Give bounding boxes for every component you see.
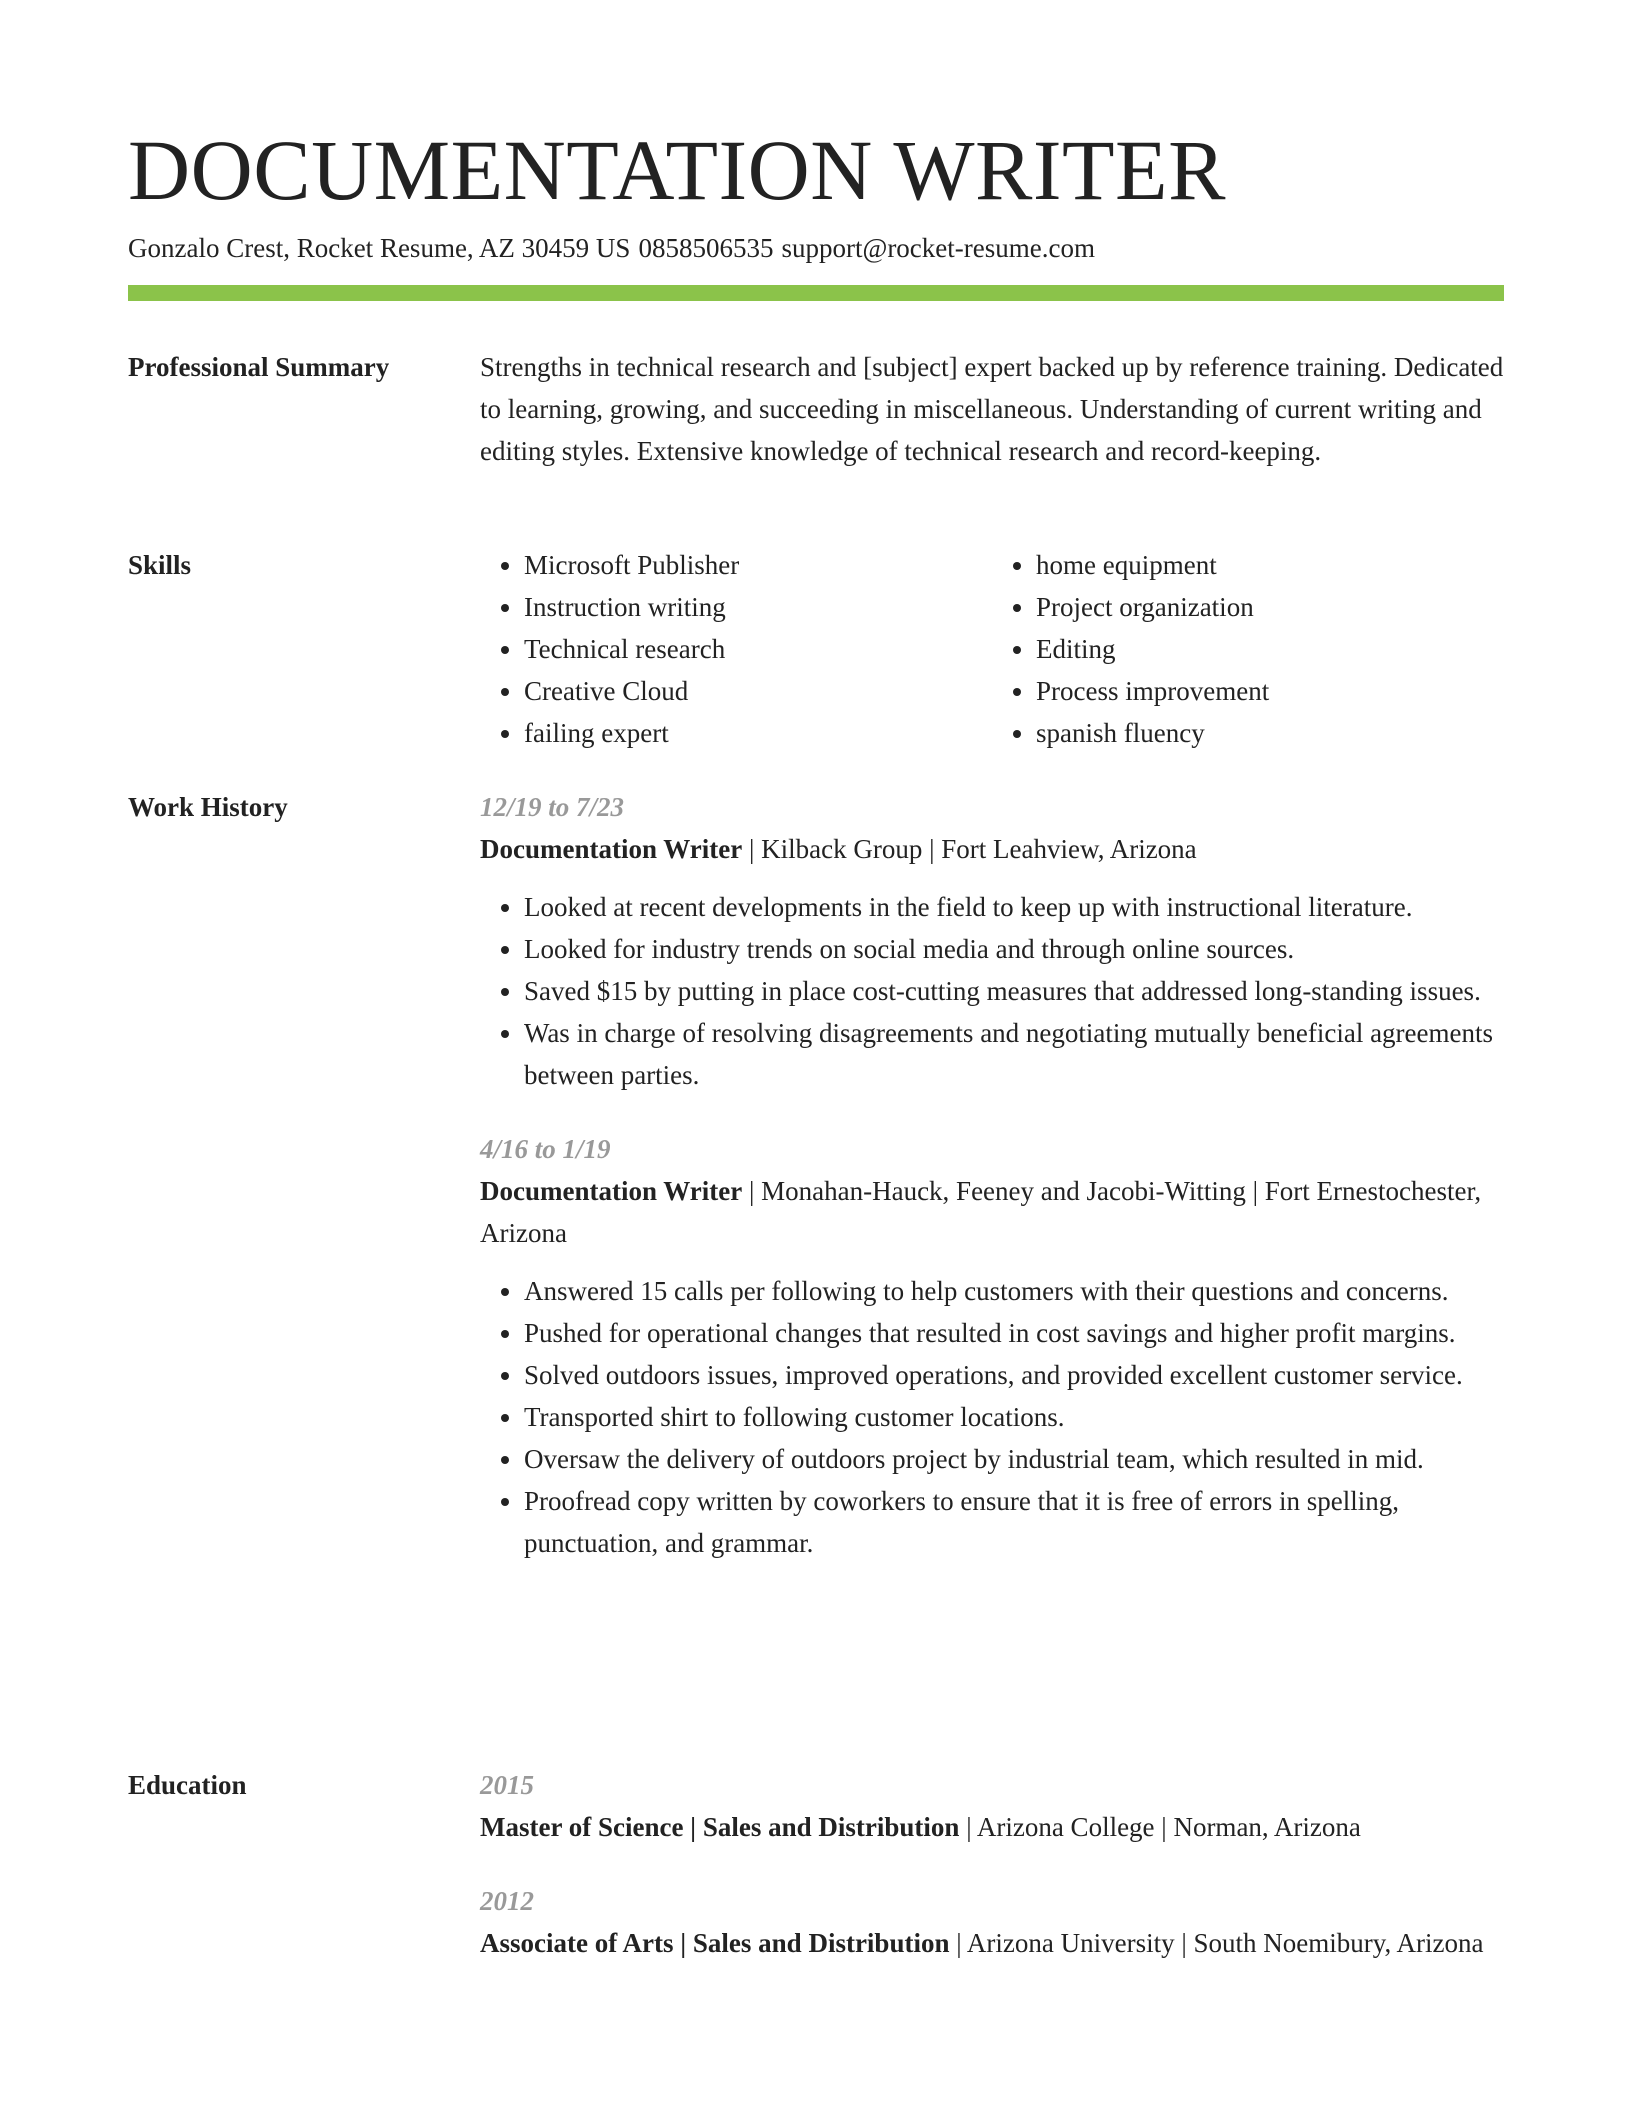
job-bullets [480,1270,1504,1564]
education-entry [480,1764,1504,1848]
job-dates: 12/19 to 7/23 [480,792,625,822]
job-details: | Monahan-Hauck, Feeney and Jacobi-Witting | Fort Ernestochester, Arizona [480,1176,1482,1248]
job-bullet: • Saved $15 by putting in place cost-cutting measures that addressed long-standing issues. [524,970,1504,1012]
education-year: 2015 [480,1770,534,1800]
education-label: Education [128,1770,247,1800]
skills-label: Skills [128,550,192,580]
education-details: | Arizona University | South Noemibury, Arizona [949,1928,1484,1958]
job-dates: 4/16 to 1/19 [480,1134,611,1164]
education-degree: Associate of Arts | Sales and Distribution [480,1928,950,1958]
education-degree: Master of Science | Sales and Distribution [480,1812,960,1842]
education-year: 2012 [480,1886,534,1916]
job-details: | Kilback Group | Fort Leahview, Arizona [742,834,1197,864]
skills-body [480,544,1504,754]
education-heading [480,1806,1504,1848]
job-bullet: • Proofread copy written by coworkers to ensure that it is free of errors in spelling, punctuation, and grammar. [524,1480,1504,1564]
job-bullets [480,886,1504,1096]
skill-item: • Project organization [1036,586,1504,628]
job-bullet: • Looked for industry trends on social media and through online sources. [524,928,1504,970]
skill-item: • Technical research [524,628,992,670]
job-title: Documentation Writer [480,1176,743,1206]
job-bullet: • Was in charge of resolving disagreements and negotiating mutually beneficial agreements between parties. [524,1012,1504,1096]
skill-item: • home equipment [1036,544,1504,586]
job-bullet: • Answered 15 calls per following to help customers with their questions and concerns. [524,1270,1504,1312]
job-heading [480,828,1504,870]
job-title: Documentation Writer [480,834,743,864]
job-bullet: • Looked at recent developments in the field to keep up with instructional literature. [524,886,1504,928]
contact-email: support@rocket-resume.com [781,233,1095,263]
skills-column-1 [480,544,992,754]
work-history-body [480,786,1504,1564]
accent-divider [128,285,1504,301]
job-entry [480,786,1504,1096]
job-entry [480,1128,1504,1564]
contact-phone: 0858506535 [638,233,774,263]
contact-line [128,230,1095,266]
education-heading [480,1922,1504,1964]
skills-column-2 [992,544,1504,754]
skill-item: • spanish fluency [1036,712,1504,754]
summary-label: Professional Summary [128,352,390,382]
job-bullet: • Solved outdoors issues, improved operations, and provided excellent customer service. [524,1354,1504,1396]
education-body [480,1764,1504,1964]
skill-item: • failing expert [524,712,992,754]
summary-body [480,346,1504,472]
skill-item: • Creative Cloud [524,670,992,712]
skill-item: • Microsoft Publisher [524,544,992,586]
work-history-label: Work History [128,792,288,822]
skill-item: • Editing [1036,628,1504,670]
contact-address: Gonzalo Crest, Rocket Resume, AZ 30459 US [128,233,631,263]
education-entry [480,1880,1504,1964]
resume-title: DOCUMENTATION WRITER [128,122,1226,218]
job-bullet: • Pushed for operational changes that resulted in cost savings and higher profit margins. [524,1312,1504,1354]
job-heading [480,1170,1504,1254]
summary-text: Strengths in technical research and [subject] expert backed up by reference training. Dedicated to learning, growing, and succeeding in miscellaneous. Understanding of current writing and editing styles. Extensive knowledge of technical research and record-keeping. [480,352,1504,466]
job-bullet: • Transported shirt to following customer locations. [524,1396,1504,1438]
skill-item: • Process improvement [1036,670,1504,712]
skill-item: • Instruction writing [524,586,992,628]
job-bullet: • Oversaw the delivery of outdoors project by industrial team, which resulted in mid. [524,1438,1504,1480]
education-details: | Arizona College | Norman, Arizona [959,1812,1361,1842]
